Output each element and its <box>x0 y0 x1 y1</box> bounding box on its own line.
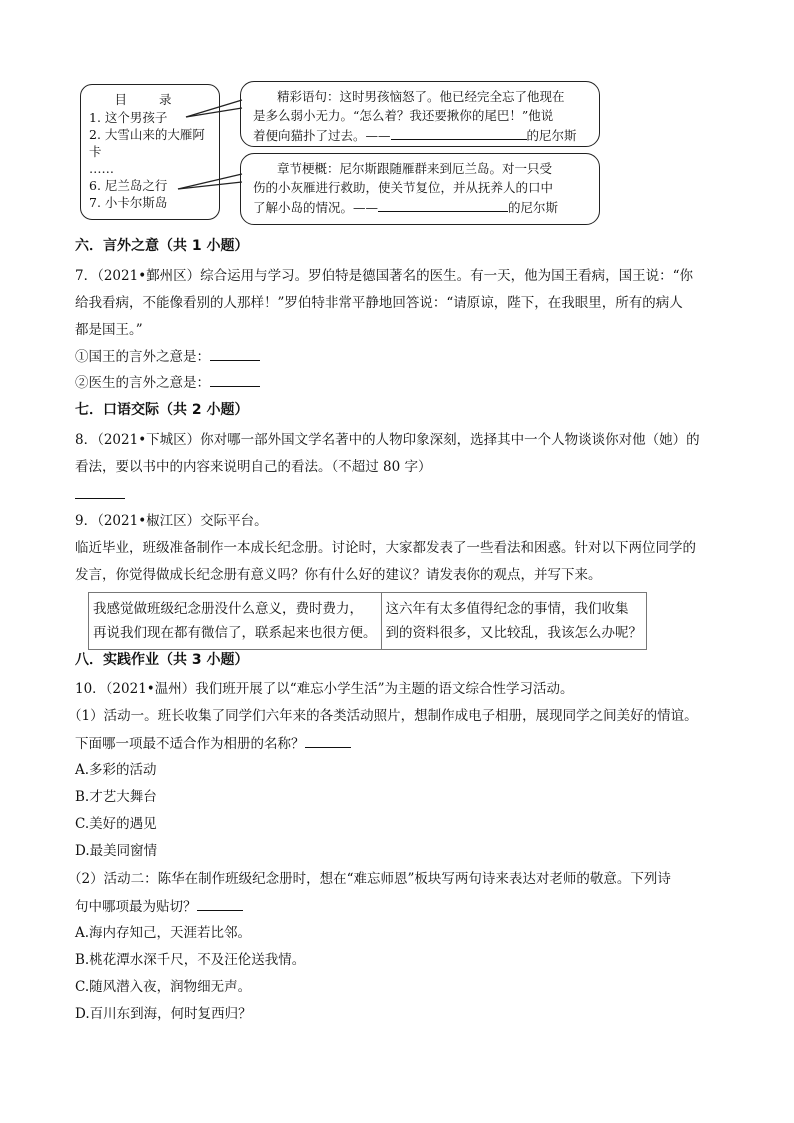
bubble-line: 的尼尔斯 <box>526 128 577 143</box>
toc-item: 2. 大雪山来的大雁阿 <box>89 127 205 142</box>
bubble-line: 了解小岛的情况。—— <box>253 200 379 215</box>
bubble-line: 章节梗概：尼尔斯跟随雁群来到厄兰岛。对一只受 <box>277 161 553 176</box>
option: A.海内存知己，天涯若比邻。 <box>75 925 252 941</box>
cell-line: 再说我们现在都有微信了，联系起来也很方便。 <box>93 625 377 641</box>
option: D.百川东到海，何时复西归？ <box>75 1006 252 1022</box>
connector-to-quote <box>186 100 242 117</box>
connector-to-quote <box>186 108 242 117</box>
answer-blank[interactable] <box>75 484 125 499</box>
toc-item: 6. 尼兰岛之行 <box>89 178 168 193</box>
answer-blank[interactable] <box>378 197 508 212</box>
option: D.最美同窗情 <box>75 843 158 859</box>
option: B.才艺大舞台 <box>75 789 157 805</box>
section-heading-8: 八．实践作业（共 3 小题） <box>75 652 249 668</box>
bubble-line: 精彩语句：这时男孩恼怒了。他已经完全忘了他现在 <box>277 89 565 104</box>
cell-line: 到的资料很多，又比较乱，我该怎么办呢？ <box>385 625 642 641</box>
cell-line: 这六年有太多值得纪念的事情，我们收集 <box>385 601 629 617</box>
question-text: 8．（2021•下城区）你对哪一部外国文学名著中的人物印象深刻，选择其中一个人物谈谈你对他（她）的 <box>75 432 700 448</box>
sub-question-label: ①国王的言外之意是： <box>75 349 210 365</box>
toc-title: 目 录 <box>114 92 186 107</box>
question-text: 发言，你觉得做成长纪念册有意义吗？你有什么好的建议？请发表你的观点，并写下来。 <box>75 567 602 583</box>
question-text: （1）活动一。班长收集了同学们六年来的各类活动照片，想制作成电子相册，展现同学之间美好的情谊。 <box>68 708 698 724</box>
question-text <box>75 896 243 917</box>
option: C.美好的遇见 <box>75 816 157 832</box>
toc-item: 7. 小卡尔斯岛 <box>89 195 168 210</box>
bubble-line: 伤的小灰雁进行救助，使关节复位，并从抚养人的口中 <box>253 180 554 195</box>
question-line: 下面哪一项最不适合作为相册的名称？ <box>75 736 305 752</box>
option: C.随风潜入夜，润物细无声。 <box>75 979 252 995</box>
question-text: 7．（2021•鄞州区）综合运用与学习。罗伯特是德国著名的医生。有一天，他为国王看病，国王说：“你 <box>75 268 694 284</box>
bubble-line: 着便向猫扑了过去。—— <box>253 128 391 143</box>
sub-question <box>75 372 260 393</box>
student-opinions-table <box>88 592 647 650</box>
question-text: 都是国王。” <box>75 322 143 338</box>
question-text: 10．（2021•温州）我们班开展了以“难忘小学生活”为主题的语文综合性学习活动。 <box>75 681 574 697</box>
section-heading-7: 七．口语交际（共 2 小题） <box>75 402 249 418</box>
toc-item: 1. 这个男孩子 <box>89 110 168 125</box>
question-text: （2）活动二：陈华在制作班级纪念册时，想在“难忘师恩”板块写两句诗来表达对老师的敬意。下列诗 <box>68 871 671 887</box>
connector-to-summary <box>178 182 242 189</box>
opinion-cell-right <box>381 593 647 650</box>
opinion-cell-left <box>89 593 382 650</box>
section-heading-6: 六．言外之意（共 1 小题） <box>75 238 249 254</box>
question-text: 给我看病，不能像看别的人那样！”罗伯特非常平静地回答说：“请原谅，陛下，在我眼里，所有的病人 <box>75 295 683 311</box>
answer-blank[interactable] <box>210 346 260 361</box>
bubble-line: 的尼尔斯 <box>508 200 559 215</box>
answer-blank[interactable] <box>391 125 527 140</box>
question-text <box>75 733 351 754</box>
question-text: 9．（2021•椒江区）交际平台。 <box>75 513 268 529</box>
answer-blank[interactable] <box>305 733 351 748</box>
connector-to-summary <box>178 174 242 189</box>
cell-line: 我感觉做班级纪念册没什么意义，费时费力， <box>93 601 363 617</box>
bubble-line: 是多么弱小无力。“怎么着？我还要揪你的尾巴！”他说 <box>253 108 554 123</box>
answer-blank[interactable] <box>210 372 260 387</box>
sub-question <box>75 346 260 367</box>
question-text: 临近毕业，班级准备制作一本成长纪念册。讨论时，大家都发表了一些看法和困惑。针对以下两位同学的 <box>75 540 696 556</box>
question-line: 句中哪项最为贴切？ <box>75 899 197 915</box>
sub-question-label: ②医生的言外之意是： <box>75 375 210 391</box>
toc-item: …… <box>89 161 114 176</box>
answer-blank[interactable] <box>197 896 243 911</box>
question-text: 看法，要以书中的内容来说明自己的看法。（不超过 80 字） <box>75 459 432 475</box>
quote-bubble <box>240 81 600 147</box>
summary-bubble <box>240 153 600 225</box>
option: A.多彩的活动 <box>75 762 157 778</box>
option: B.桃花潭水深千尺，不及汪伦送我情。 <box>75 952 306 968</box>
toc-item: 卡 <box>89 144 102 159</box>
